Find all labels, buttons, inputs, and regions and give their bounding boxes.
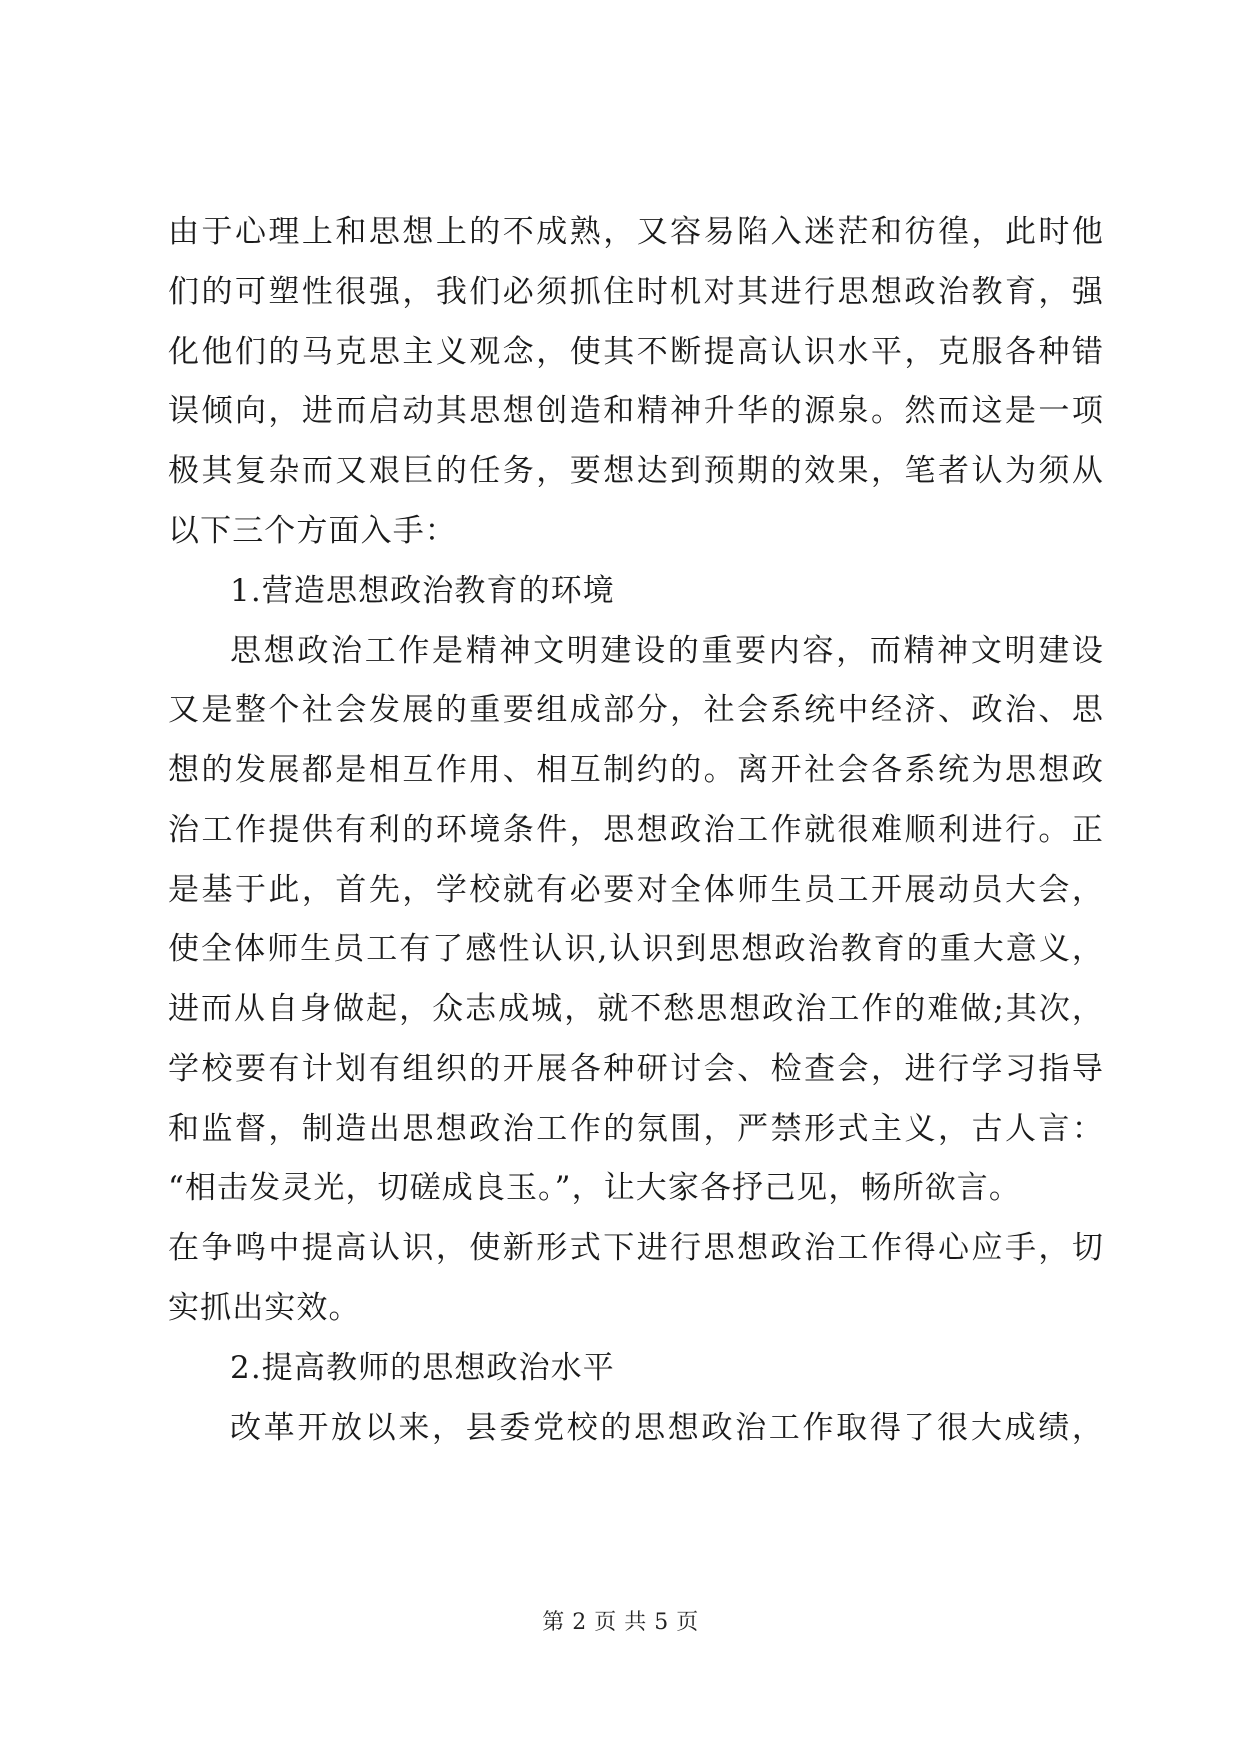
paragraph-line: 在争鸣中提高认识，使新形式下进行思想政治工作得心应手，切	[168, 1230, 1104, 1266]
paragraph-line: 误倾向，进而启动其思想创造和精神升华的源泉。然而这是一项	[168, 393, 1104, 429]
paragraph-line: 以下三个方面入手：	[168, 513, 457, 549]
paragraph-line: 是基于此，首先，学校就有必要对全体师生员工开展动员大会，	[168, 872, 1104, 908]
section-heading: 1.营造思想政治教育的环境	[230, 573, 615, 609]
paragraph-line: 学校要有计划有组织的开展各种研讨会、检查会，进行学习指导	[168, 1051, 1104, 1087]
page-number-footer: 第 2 页 共 5 页	[542, 1610, 699, 1635]
paragraph-line: 极其复杂而又艰巨的任务，要想达到预期的效果，笔者认为须从	[168, 453, 1104, 489]
paragraph-line: 思想政治工作是精神文明建设的重要内容，而精神文明建设	[230, 633, 1104, 669]
paragraph-line: 由于心理上和思想上的不成熟，又容易陷入迷茫和彷徨，此时他	[168, 214, 1104, 250]
paragraph-line: “相击发灵光，切磋成良玉。”，让大家各抒己见，畅所欲言。	[168, 1170, 1021, 1206]
paragraph-line: 治工作提供有利的环境条件，思想政治工作就很难顺利进行。正	[168, 812, 1104, 848]
paragraph-line: 使全体师生员工有了感性认识,认识到思想政治教育的重大意义，	[168, 931, 1104, 967]
paragraph-line: 们的可塑性很强，我们必须抓住时机对其进行思想政治教育，强	[168, 274, 1104, 310]
paragraph-line: 改革开放以来，县委党校的思想政治工作取得了很大成绩，	[230, 1410, 1104, 1446]
paragraph-line: 实抓出实效。	[168, 1290, 361, 1326]
paragraph-line: 想的发展都是相互作用、相互制约的。离开社会各系统为思想政	[168, 752, 1104, 788]
section-heading: 2.提高教师的思想政治水平	[230, 1350, 615, 1386]
paragraph-line: 进而从自身做起，众志成城，就不愁思想政治工作的难做;其次，	[168, 991, 1104, 1027]
paragraph-line: 和监督，制造出思想政治工作的氛围，严禁形式主义，古人言：	[168, 1111, 1104, 1147]
paragraph-line: 又是整个社会发展的重要组成部分，社会系统中经济、政治、思	[168, 692, 1104, 728]
paragraph-line: 化他们的马克思主义观念，使其不断提高认识水平，克服各种错	[168, 334, 1104, 370]
